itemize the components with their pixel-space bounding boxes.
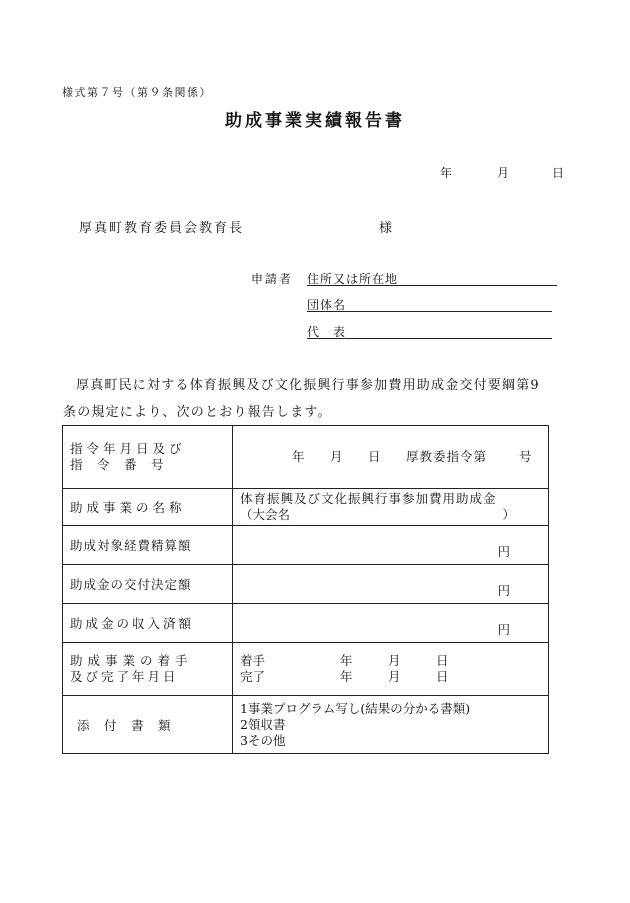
project-name-line1: 体育振興及び文化振興行事参加費用助成金 — [240, 491, 497, 506]
project-name-line2: （大会名 ） — [240, 507, 516, 522]
start-label: 着手 — [240, 653, 266, 668]
table-row — [63, 426, 549, 489]
attachment-item-1: 1事業プログラム写し(結果の分かる書類) — [240, 700, 471, 716]
addressee-honorific: 様 — [379, 221, 393, 236]
table-row — [63, 526, 549, 565]
end-label: 完了 — [240, 669, 266, 684]
attachments-cell[interactable] — [233, 696, 549, 754]
table-row — [63, 643, 549, 696]
settled-cost-cell[interactable] — [233, 526, 549, 565]
applicant-representative-field[interactable]: 代表 — [307, 323, 552, 339]
applicant-label: 申請者 — [251, 272, 294, 286]
intro-paragraph: 厚真町民に対する体育振興及び文化振興行事参加費用助成金交付要綱第9条の規定により、次のとおり報告します。 — [63, 378, 540, 420]
project-name-cell[interactable] — [233, 489, 549, 526]
document-title: 助成事業実績報告書 — [225, 111, 405, 131]
yen-unit: 円 — [497, 544, 510, 559]
order-number-suffix: 号 — [519, 449, 532, 464]
end-day: 日 — [436, 669, 449, 684]
received-amount-cell[interactable] — [233, 604, 549, 643]
dates-label-cell — [63, 643, 233, 696]
form-number: 様式第７号（第９条関係） — [62, 86, 212, 99]
table-row — [63, 696, 549, 754]
table-row — [63, 489, 549, 526]
order-label-line1: 指令年月日及び — [70, 441, 186, 456]
applicant-address-field[interactable]: 住所又は所在地 — [307, 270, 557, 286]
date-day-label: 日 — [552, 166, 565, 180]
start-day: 日 — [436, 653, 449, 668]
order-label-line2: 指 令 番 号 — [70, 457, 165, 472]
project-name-label: 助成事業の名称 — [63, 489, 233, 526]
decision-amount-label: 助成金の交付決定額 — [63, 565, 233, 604]
end-month: 月 — [388, 669, 401, 684]
attachment-item-3: 3その他 — [240, 732, 286, 748]
settled-cost-label: 助成対象経費精算額 — [63, 526, 233, 565]
yen-unit: 円 — [497, 622, 510, 637]
attachment-item-2: 2領収書 — [240, 716, 286, 732]
order-year: 年 — [292, 449, 305, 464]
order-month: 月 — [330, 449, 343, 464]
attachments-label: 添 付 書 類 — [63, 696, 233, 754]
dates-label-line1: 助成事業の着手 — [70, 653, 193, 668]
dates-label-line2: 及び完了年月日 — [70, 669, 179, 684]
table-row — [63, 565, 549, 604]
table-row — [63, 604, 549, 643]
order-day: 日 — [368, 449, 381, 464]
received-amount-label: 助成金の収入済額 — [63, 604, 233, 643]
end-year: 年 — [340, 669, 353, 684]
date-year-label: 年 — [440, 166, 453, 180]
order-label-cell — [63, 426, 233, 489]
dates-value-cell[interactable] — [233, 643, 549, 696]
addressee-name: 厚真町教育委員会教育長 — [79, 221, 245, 236]
yen-unit: 円 — [497, 583, 510, 598]
applicant-group-field[interactable]: 団体名 — [307, 296, 552, 312]
date-month-label: 月 — [497, 166, 510, 180]
order-prefix: 厚教委指令第 — [406, 449, 488, 464]
start-year: 年 — [340, 653, 353, 668]
decision-amount-cell[interactable] — [233, 565, 549, 604]
report-table — [62, 425, 549, 754]
order-value-cell[interactable] — [233, 426, 549, 489]
start-month: 月 — [388, 653, 401, 668]
